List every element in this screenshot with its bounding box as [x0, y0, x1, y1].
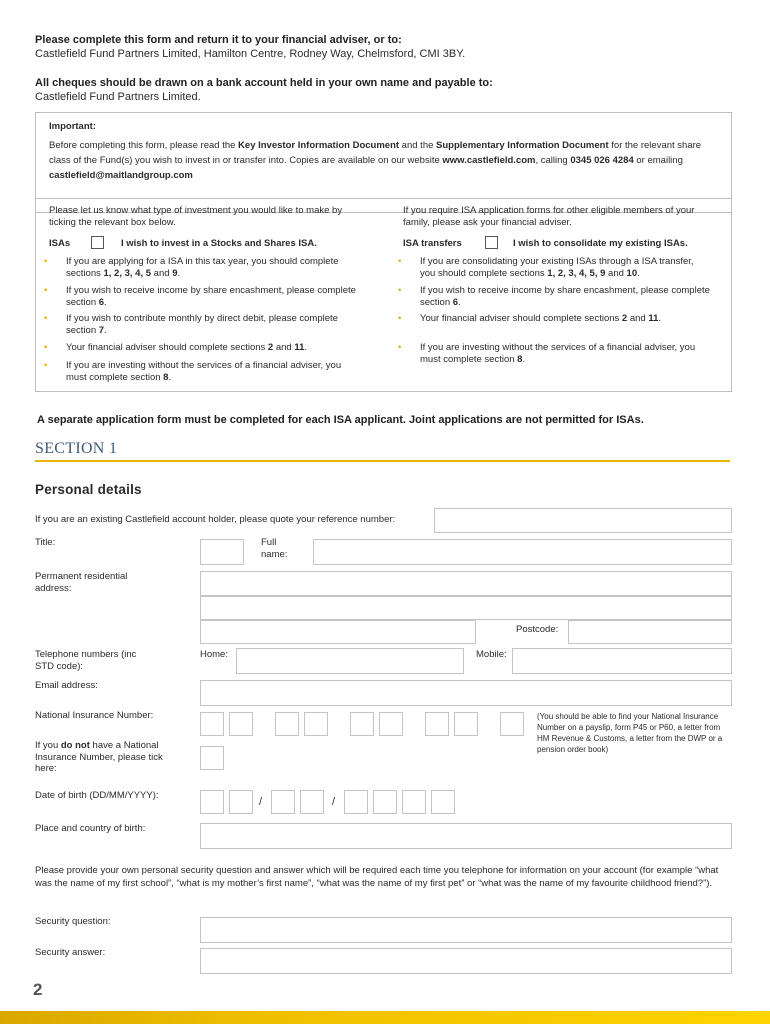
phone-number: 0345 026 4284 — [570, 155, 634, 166]
title-label: Title: — [35, 537, 56, 548]
ni-char-box[interactable] — [304, 712, 328, 736]
intro-cheque-heading: All cheques should be drawn on a bank account held in your own name and payable to: — [35, 77, 493, 89]
home-phone-label: Home: — [200, 649, 228, 660]
dob-separator: / — [259, 796, 263, 808]
ni-char-box[interactable] — [454, 712, 478, 736]
section-title: SECTION 1 — [35, 440, 118, 457]
dob-label: Date of birth (DD/MM/YYYY): — [35, 790, 159, 801]
security-answer-label: Security answer: — [35, 947, 106, 958]
address-line-2[interactable] — [200, 596, 732, 620]
ni-char-box[interactable] — [500, 712, 524, 736]
intro-payee: Castlefield Fund Partners Limited. — [35, 91, 201, 103]
page-number: 2 — [33, 980, 43, 999]
reference-input[interactable] — [434, 508, 732, 533]
ni-label: National Insurance Number: — [35, 710, 154, 721]
dob-year-box[interactable] — [431, 790, 455, 814]
dob-month-box[interactable] — [271, 790, 295, 814]
mobile-phone-label: Mobile: — [476, 649, 507, 660]
intro-address: Castlefield Fund Partners Limited, Hamilton Centre, Rodney Way, Chelmsford, CMI 3BY. — [35, 48, 466, 60]
intro-return-heading: Please complete this form and return it to your financial adviser, or to: — [35, 34, 402, 46]
home-phone-input[interactable] — [236, 648, 464, 674]
separate-application-note: A separate application form must be completed for each ISA applicant. Joint applications are not permitted for ISAs. — [37, 414, 644, 426]
isa-option-text: I wish to invest in a Stocks and Shares ISA. — [121, 238, 317, 249]
isa-lead: Please let us know what type of investment you would like to make by ticking the relevant box below. — [49, 205, 343, 228]
transfer-checkbox[interactable] — [485, 236, 498, 249]
isa-checkbox[interactable] — [91, 236, 104, 249]
personal-details-heading: Personal details — [35, 482, 142, 497]
email-input[interactable] — [200, 680, 732, 706]
ni-char-box[interactable] — [350, 712, 374, 736]
ni-char-box[interactable] — [229, 712, 253, 736]
full-name-input[interactable] — [313, 539, 732, 565]
isa-option-label: ISAs — [49, 238, 71, 249]
transfer-option-text: I wish to consolidate my existing ISAs. — [513, 238, 688, 249]
dob-year-box[interactable] — [373, 790, 397, 814]
transfer-lead: If you require ISA application forms for other eligible members of your family, please ask your financial adviser. — [403, 205, 695, 228]
address-line-1[interactable] — [200, 571, 732, 596]
investment-type-box: Please let us know what type of investment you would like to make by ticking the relevant box below. ISAs I wish to invest in a Stocks and Shares ISA. • If you are applying for a ISA in this tax year, you should complete sections 1, 2, 3, 4, 5 and 9. • If you wish to receive income by share encashment, please complete section 6. • If you wish to contribute monthly by direct debit, please complete section 7. • Your financial adviser should complete sections 2 and 11. • If you are investing without the services of a financial adviser, you must complete section 8. If you require ISA application forms for other eligible members of your family, please ask your financial adviser. ISA transfers I wish to consolidate my existing ISAs. • If you are consolidating your existing ISAs through a ISA transfer, you should complete sections 1, 2, 3, 4, 5, 9 and 10. • If you wish to receive income by share encashment, please complete section 6. • Your financial adviser should complete sections 2 and 11. • If you are investing without the services of a financial adviser, you must complete section 8. — [35, 198, 732, 392]
ni-char-box[interactable] — [379, 712, 403, 736]
dob-year-box[interactable] — [402, 790, 426, 814]
reference-label: If you are an existing Castlefield account holder, please quote your reference number: — [35, 514, 396, 525]
email-link[interactable]: castlefield@maitlandgroup.com — [49, 170, 193, 181]
dob-day-box[interactable] — [200, 790, 224, 814]
security-intro: Please provide your own personal security question and answer which will be required each time you telephone for information on your account (for example “what was the name of my first school”, “what is my mother’s first name”, “what was the name of my first pet” or “what was the name of my favourite childhood friend?”). — [35, 865, 719, 889]
ni-char-box[interactable] — [275, 712, 299, 736]
address-line-3[interactable] — [200, 620, 476, 644]
dob-year-box[interactable] — [344, 790, 368, 814]
postcode-input[interactable] — [568, 620, 732, 644]
ni-help-note: (You should be able to find your National Insurance Number on a payslip, form P45 or P60, a letter from HM Revenue & Customs, a letter from the DWP or a pension order book) — [537, 712, 723, 754]
dob-month-box[interactable] — [300, 790, 324, 814]
postcode-label: Postcode: — [516, 624, 559, 635]
no-ni-checkbox[interactable] — [200, 746, 224, 770]
security-question-label: Security question: — [35, 916, 111, 927]
ni-char-box[interactable] — [200, 712, 224, 736]
telephone-label: Telephone numbers (inc STD code): — [35, 649, 137, 672]
transfer-option-label: ISA transfers — [403, 238, 462, 249]
birthplace-input[interactable] — [200, 823, 732, 849]
important-heading: Important: — [49, 121, 96, 132]
dob-separator: / — [332, 796, 336, 808]
email-label: Email address: — [35, 680, 98, 691]
important-text: Before completing this form, please read the Key Investor Information Document and the Supplementary Information Document for the relevant share class of the Fund(s) you wish to invest in or transfer into. Copies are available on our website www.castlefield.com, calling 0345 026 4284 or emailing castlefield@maitlandgroup.com — [49, 140, 702, 181]
ni-char-box[interactable] — [425, 712, 449, 736]
section-divider — [35, 460, 730, 462]
mobile-phone-input[interactable] — [512, 648, 732, 674]
full-name-label: Full name: — [261, 537, 288, 560]
title-input[interactable] — [200, 539, 244, 565]
address-label: Permanent residential address: — [35, 571, 128, 594]
website-link[interactable]: www.castlefield.com — [442, 155, 536, 166]
birthplace-label: Place and country of birth: — [35, 823, 146, 834]
no-ni-label: If you do not have a National Insurance Number, please tick here: — [35, 740, 163, 774]
security-question-input[interactable] — [200, 917, 732, 943]
footer-color-bar — [0, 1011, 770, 1024]
dob-day-box[interactable] — [229, 790, 253, 814]
security-answer-input[interactable] — [200, 948, 732, 974]
